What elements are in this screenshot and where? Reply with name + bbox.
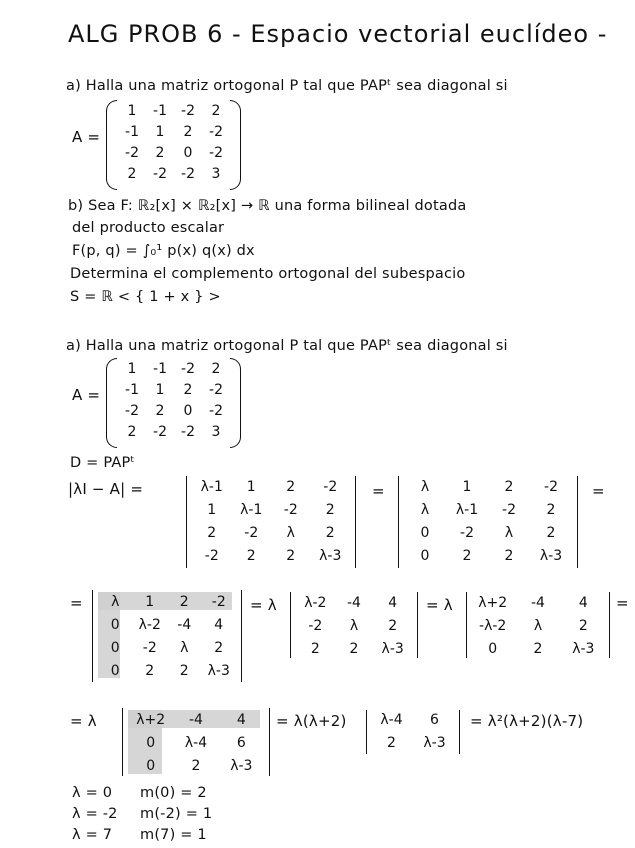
matrix-a: [106, 100, 241, 190]
det-cell: λ-1: [455, 502, 479, 518]
det-cell: 1: [145, 594, 155, 610]
problem-b-line5: S = ℝ < { 1 + x } >: [70, 289, 221, 305]
det-cell: λ: [349, 618, 359, 634]
det-cell: 0: [146, 758, 156, 774]
det-cell: 2: [388, 618, 398, 634]
det-cell: 2: [504, 479, 514, 495]
det-cell: 6: [430, 712, 439, 728]
det-cell: λ-1: [200, 479, 223, 495]
characteristic-lhs: |λI − A| =: [68, 480, 144, 498]
det-cell: λ-3: [230, 758, 253, 774]
det-cell: λ: [504, 525, 514, 541]
det-cell: 1: [207, 502, 217, 518]
det-cell: λ-4: [380, 712, 403, 728]
det-cell: λ-3: [319, 548, 342, 564]
matrix-cell: -2: [181, 361, 195, 377]
det-cell: 2: [546, 525, 556, 541]
det-cell: 2: [546, 502, 556, 518]
det-cell: 2: [286, 479, 296, 495]
page-title: ALG PROB 6 - Espacio vectorial euclídeo -: [68, 20, 608, 48]
matrix-cell: -2: [209, 145, 223, 161]
matrix-cell: 1: [155, 124, 165, 140]
matrix-cell: 3: [211, 424, 221, 440]
det-cell: λ: [286, 525, 295, 541]
determinant-7: [366, 710, 460, 754]
det-cell: 0: [110, 663, 120, 679]
det-cell: λ+2: [136, 712, 166, 728]
det-cell: -2: [244, 525, 259, 541]
matrix-cell: -2: [181, 424, 195, 440]
equals-sign: =: [372, 482, 385, 500]
det-cell: λ+2: [478, 595, 508, 611]
matrix-cell: -2: [153, 166, 167, 182]
det-cell: -4: [177, 617, 192, 633]
det-cell: -2: [142, 640, 157, 656]
det-cell: 2: [214, 640, 224, 656]
det-cell: 1: [462, 479, 472, 495]
det-cell: 2: [145, 663, 155, 679]
matrix-a-label: A =: [72, 386, 101, 404]
det-cell: λ: [180, 640, 189, 656]
det-cell: λ: [420, 479, 430, 495]
matrix-cell: 2: [183, 382, 193, 398]
det-cell: -4: [531, 595, 545, 611]
det-cell: 4: [388, 595, 398, 611]
det-cell: 2: [387, 735, 396, 751]
eigenvalue-3: λ = 7: [72, 827, 113, 843]
det-cell: 2: [325, 502, 335, 518]
det-cell: λ-3: [423, 735, 446, 751]
problem-b-line2: del producto escalar: [72, 220, 225, 236]
det-cell: λ-4: [184, 735, 208, 751]
det-cell: 4: [214, 617, 224, 633]
det-cell: -4: [347, 595, 361, 611]
det-cell: -2: [323, 479, 338, 495]
problem-b-line4: Determina el complemento ortogonal del subespacio: [70, 266, 466, 282]
matrix-cell: -1: [153, 103, 167, 119]
det-cell: λ: [533, 618, 543, 634]
matrix-a-label: A =: [72, 128, 101, 146]
det-cell: 0: [110, 640, 120, 656]
diagonal-equation: D = PAPᵗ: [70, 455, 135, 471]
equals-sign: =: [616, 594, 629, 612]
matrix-cell: 2: [211, 361, 221, 377]
multiplicity-1: m(0) = 2: [140, 785, 207, 801]
det-cell: -2: [460, 525, 474, 541]
matrix-cell: 2: [155, 403, 165, 419]
matrix-cell: -2: [209, 124, 223, 140]
matrix-cell: 2: [183, 124, 193, 140]
determinant-1: [186, 476, 356, 568]
det-cell: -2: [308, 618, 323, 634]
determinant-3: [92, 590, 242, 682]
multiplicity-3: m(7) = 1: [140, 827, 207, 843]
det-cell: λ-3: [539, 548, 563, 564]
det-cell: -2: [211, 594, 226, 610]
matrix-cell: 1: [127, 103, 137, 119]
equals-lambda-lambda-plus-2: = λ(λ+2): [276, 712, 347, 730]
det-cell: λ: [420, 502, 430, 518]
det-cell: 4: [578, 595, 588, 611]
det-cell: 2: [533, 641, 543, 657]
det-cell: λ-3: [207, 663, 230, 679]
eigenvalue-2: λ = -2: [72, 806, 118, 822]
det-cell: 2: [349, 641, 359, 657]
determinant-2: [398, 476, 578, 568]
det-cell: 2: [310, 641, 320, 657]
det-cell: 0: [146, 735, 156, 751]
equals-lambda: = λ: [70, 712, 97, 730]
problem-b-line3: F(p, q) = ∫₀¹ p(x) q(x) dx: [72, 243, 255, 259]
det-cell: λ-1: [240, 502, 263, 518]
det-cell: 2: [462, 548, 472, 564]
matrix-cell: 0: [183, 145, 193, 161]
det-cell: -λ-2: [479, 618, 507, 634]
determinant-4: [290, 592, 418, 658]
matrix-cell: -2: [209, 403, 223, 419]
matrix-cell: 2: [127, 424, 137, 440]
det-cell: 2: [325, 525, 335, 541]
matrix-cell: 2: [155, 145, 165, 161]
multiplicity-2: m(-2) = 1: [140, 806, 213, 822]
det-cell: 0: [110, 617, 120, 633]
det-cell: 2: [246, 548, 256, 564]
det-cell: 2: [578, 618, 588, 634]
matrix-cell: 1: [127, 361, 137, 377]
matrix-a-repeat: [106, 358, 241, 448]
matrix-cell: 3: [211, 166, 221, 182]
det-cell: 1: [246, 479, 256, 495]
det-cell: 2: [191, 758, 201, 774]
characteristic-polynomial-result: = λ²(λ+2)(λ-7): [470, 712, 584, 730]
det-cell: 2: [207, 525, 217, 541]
matrix-cell: -2: [181, 103, 195, 119]
det-cell: λ-2: [304, 595, 327, 611]
det-cell: 0: [420, 548, 430, 564]
equals-lambda: = λ: [250, 596, 277, 614]
equals-sign: =: [592, 482, 605, 500]
det-cell: -4: [189, 712, 203, 728]
det-cell: 2: [504, 548, 514, 564]
determinant-6: [122, 708, 270, 776]
det-cell: λ: [111, 594, 120, 610]
matrix-cell: -2: [181, 166, 195, 182]
det-cell: 2: [286, 548, 296, 564]
matrix-cell: -1: [125, 124, 139, 140]
det-cell: -2: [544, 479, 558, 495]
matrix-cell: -2: [125, 403, 139, 419]
det-cell: 0: [420, 525, 430, 541]
det-cell: 0: [488, 641, 498, 657]
determinant-5: [466, 592, 610, 658]
equals-lambda: = λ: [426, 596, 453, 614]
matrix-cell: 1: [155, 382, 165, 398]
det-cell: λ-3: [381, 641, 404, 657]
det-cell: 2: [179, 594, 189, 610]
matrix-cell: -2: [125, 145, 139, 161]
det-cell: λ-3: [572, 641, 595, 657]
det-cell: -2: [502, 502, 516, 518]
problem-a-statement: a) Halla una matriz ortogonal P tal que PAPᵗ sea diagonal si: [66, 78, 508, 94]
matrix-cell: -2: [153, 424, 167, 440]
matrix-cell: 0: [183, 403, 193, 419]
problem-b-line1: b) Sea F: ℝ₂[x] × ℝ₂[x] → ℝ una forma bilineal dotada: [68, 198, 467, 214]
matrix-cell: 2: [127, 166, 137, 182]
solution-a-statement: a) Halla una matriz ortogonal P tal que PAPᵗ sea diagonal si: [66, 338, 508, 354]
det-cell: 4: [236, 712, 246, 728]
det-cell: -2: [283, 502, 298, 518]
matrix-cell: -2: [209, 382, 223, 398]
det-cell: λ-2: [138, 617, 161, 633]
matrix-cell: 2: [211, 103, 221, 119]
det-cell: 2: [179, 663, 189, 679]
matrix-cell: -1: [125, 382, 139, 398]
det-cell: -2: [204, 548, 219, 564]
eigenvalue-1: λ = 0: [72, 785, 113, 801]
det-cell: 6: [236, 735, 246, 751]
matrix-cell: -1: [153, 361, 167, 377]
equals-sign: =: [70, 594, 83, 612]
